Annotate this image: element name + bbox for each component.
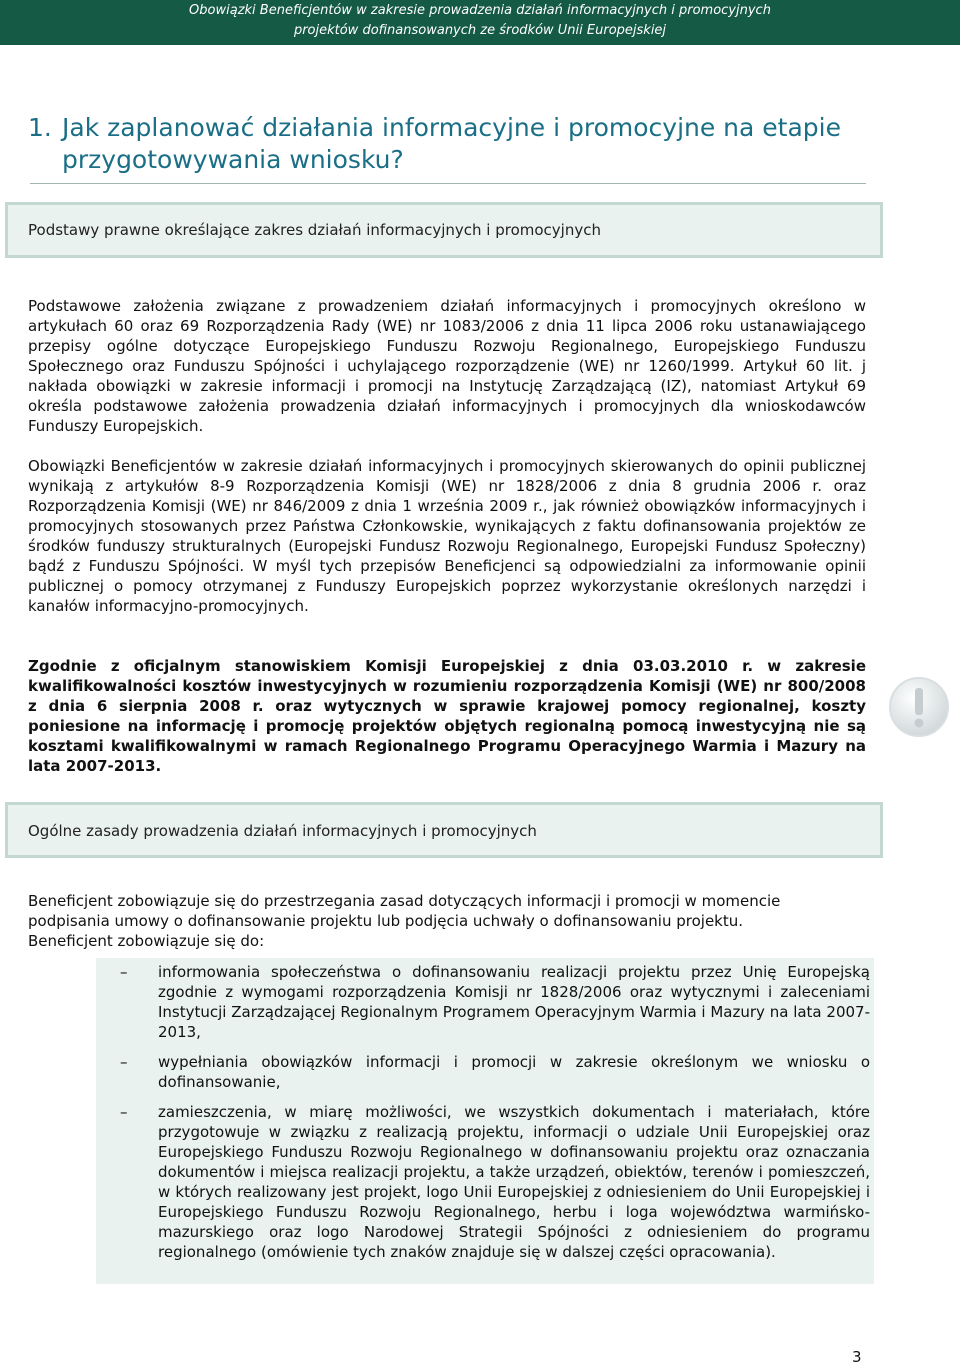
exclamation-icon	[888, 676, 950, 738]
section-title	[28, 112, 908, 176]
list-item-text: wypełniania obowiązków informacji i promocji w zakresie określonym we wniosku o dofinansowanie,	[158, 1053, 870, 1091]
title-divider	[30, 183, 866, 184]
list-item	[96, 1052, 874, 1092]
list-item	[96, 1102, 874, 1262]
dash-bullet: –	[120, 1103, 128, 1121]
dash-bullet: –	[120, 1053, 128, 1071]
intro-text	[28, 891, 866, 951]
paragraph-commission-position: Zgodnie z oficjalnym stanowiskiem Komisji Europejskiej z dnia 03.03.2010 r. w zakresie kwalifikowalności kosztów inwestycyjnych w rozumieniu rozporządzenia Komisji (WE) nr 800/2008 z dnia 6 sierpnia 2008 r. oraz wytycznych w sprawie krajowej pomocy regionalnej, koszty poniesione na informację i promocję projektów objętych regionalną pomocą inwestycyjną nie są kosztami kwalifikowalnymi w ramach Regionalnego Programu Operacyjnego Warmia i Mazury na lata 2007-2013.	[28, 657, 866, 775]
title-line-2: przygotowywania wniosku?	[62, 145, 404, 174]
list-item	[96, 962, 874, 1042]
paragraph-obligations: Obowiązki Beneficjentów w zakresie działań informacyjnych i promocyjnych skierowanych do opinii publicznej wynikają z artykułów 8-9 Rozporządzenia Komisji (WE) nr 1828/2006 z dnia 8 grudnia 2006 r. oraz Rozporządzenia Komisji (WE) nr 846/2009 z dnia 1 września 2009 r., jak również obowiązków informacyjnych i promocyjnych stosowanych przez Państwa Członkowskie, wynikających z faktu dofinansowania projektów ze środków funduszy strukturalnych (Europejski Fundusz Rozwoju Regionalnego, Europejski Fundusz Społeczny) bądź z Funduszu Spójności. W myśl tych przepisów Beneficjenci są odpowiedzialni za informowanie opinii publicznej o pomocy otrzymanej z Funduszy Europejskich poprzez wykorzystanie określonych narzędzi i kanałów informacyjno-promocyjnych.	[28, 457, 866, 615]
subsection-heading-general-rules: Ogólne zasady prowadzenia działań informacyjnych i promocyjnych	[5, 802, 883, 858]
intro-line-2: Beneficjent zobowiązuje się do:	[28, 932, 265, 950]
section-number: 1.	[28, 113, 52, 142]
title-line-1: Jak zaplanować działania informacyjne i promocyjne na etapie	[62, 113, 841, 142]
list-item-text: informowania społeczeństwa o dofinansowaniu realizacji projektu przez Unię Europejską zgodnie z wymogami rozporządzenia Komisji nr 1828/2006 oraz wytycznymi i zaleceniami Instytucji Zarządzającej Regionalnym Programem Operacyjnym Warmia i Mazury na lata 2007-2013,	[158, 963, 870, 1041]
dash-bullet: –	[120, 963, 128, 981]
page-header	[0, 0, 960, 45]
paragraph-legal-basis: Podstawowe założenia związane z prowadzeniem działań informacyjnych i promocyjnych określono w artykułach 60 oraz 69 Rozporządzenia Rady (WE) nr 1083/2006 z dnia 11 lipca 2006 roku ustanawiającego przepisy ogólne dotyczące Europejskiego Funduszu Rozwoju Regionalnego, Europejskiego Funduszu Społecznego oraz Funduszu Spójności i uchylającego rozporządzenie (WE) nr 1260/1999. Artykuł 60 lit. j nakłada obowiązki w zakresie informacji i promocji na Instytucję Zarządzającą (IZ), natomiast Artykuł 69 określa podstawowe założenia prowadzenia działań informacyjnych i promocyjnych dla wnioskodawców Funduszy Europejskich.	[28, 297, 866, 435]
header-line-2: projektów dofinansowanych ze środków Unii Europejskiej	[293, 23, 667, 38]
intro-line-1: Beneficjent zobowiązuje się do przestrzegania zasad dotyczących informacji i promocji w momencie podpisania umowy o dofinansowanie projektu lub podjęcia uchwały o dofinansowaniu projektu.	[28, 892, 781, 930]
list-item-text: zamieszczenia, w miarę możliwości, we wszystkich dokumentach i materiałach, które przygotowuje w związku z realizacją projektu, informacji o udziale Unii Europejskiej oraz Europejskiego Funduszu Rozwoju Regionalnego w dofinansowaniu projektu oraz oznaczania dokumentów i miejsca realizacji projektu, a także urządzeń, obiektów, terenów i pomieszczeń, w których realizowany jest projekt, logo Unii Europejskiej z odniesieniem do Unii Europejskiej i Europejskiego Funduszu Rozwoju Regionalnego, herbu i loga województwa warmińsko-mazurskiego oraz logo Narodowej Strategii Spójności z odniesieniem do programu regionalnego (omówienie tych znaków znajduje się w dalszej części opracowania).	[158, 1103, 870, 1261]
page-number: 3	[852, 1348, 862, 1366]
header-line-1: Obowiązki Beneficjentów w zakresie prowadzenia działań informacyjnych i promocyjnych	[189, 3, 771, 18]
subsection-heading-legal-basis: Podstawy prawne określające zakres działań informacyjnych i promocyjnych	[5, 202, 883, 258]
